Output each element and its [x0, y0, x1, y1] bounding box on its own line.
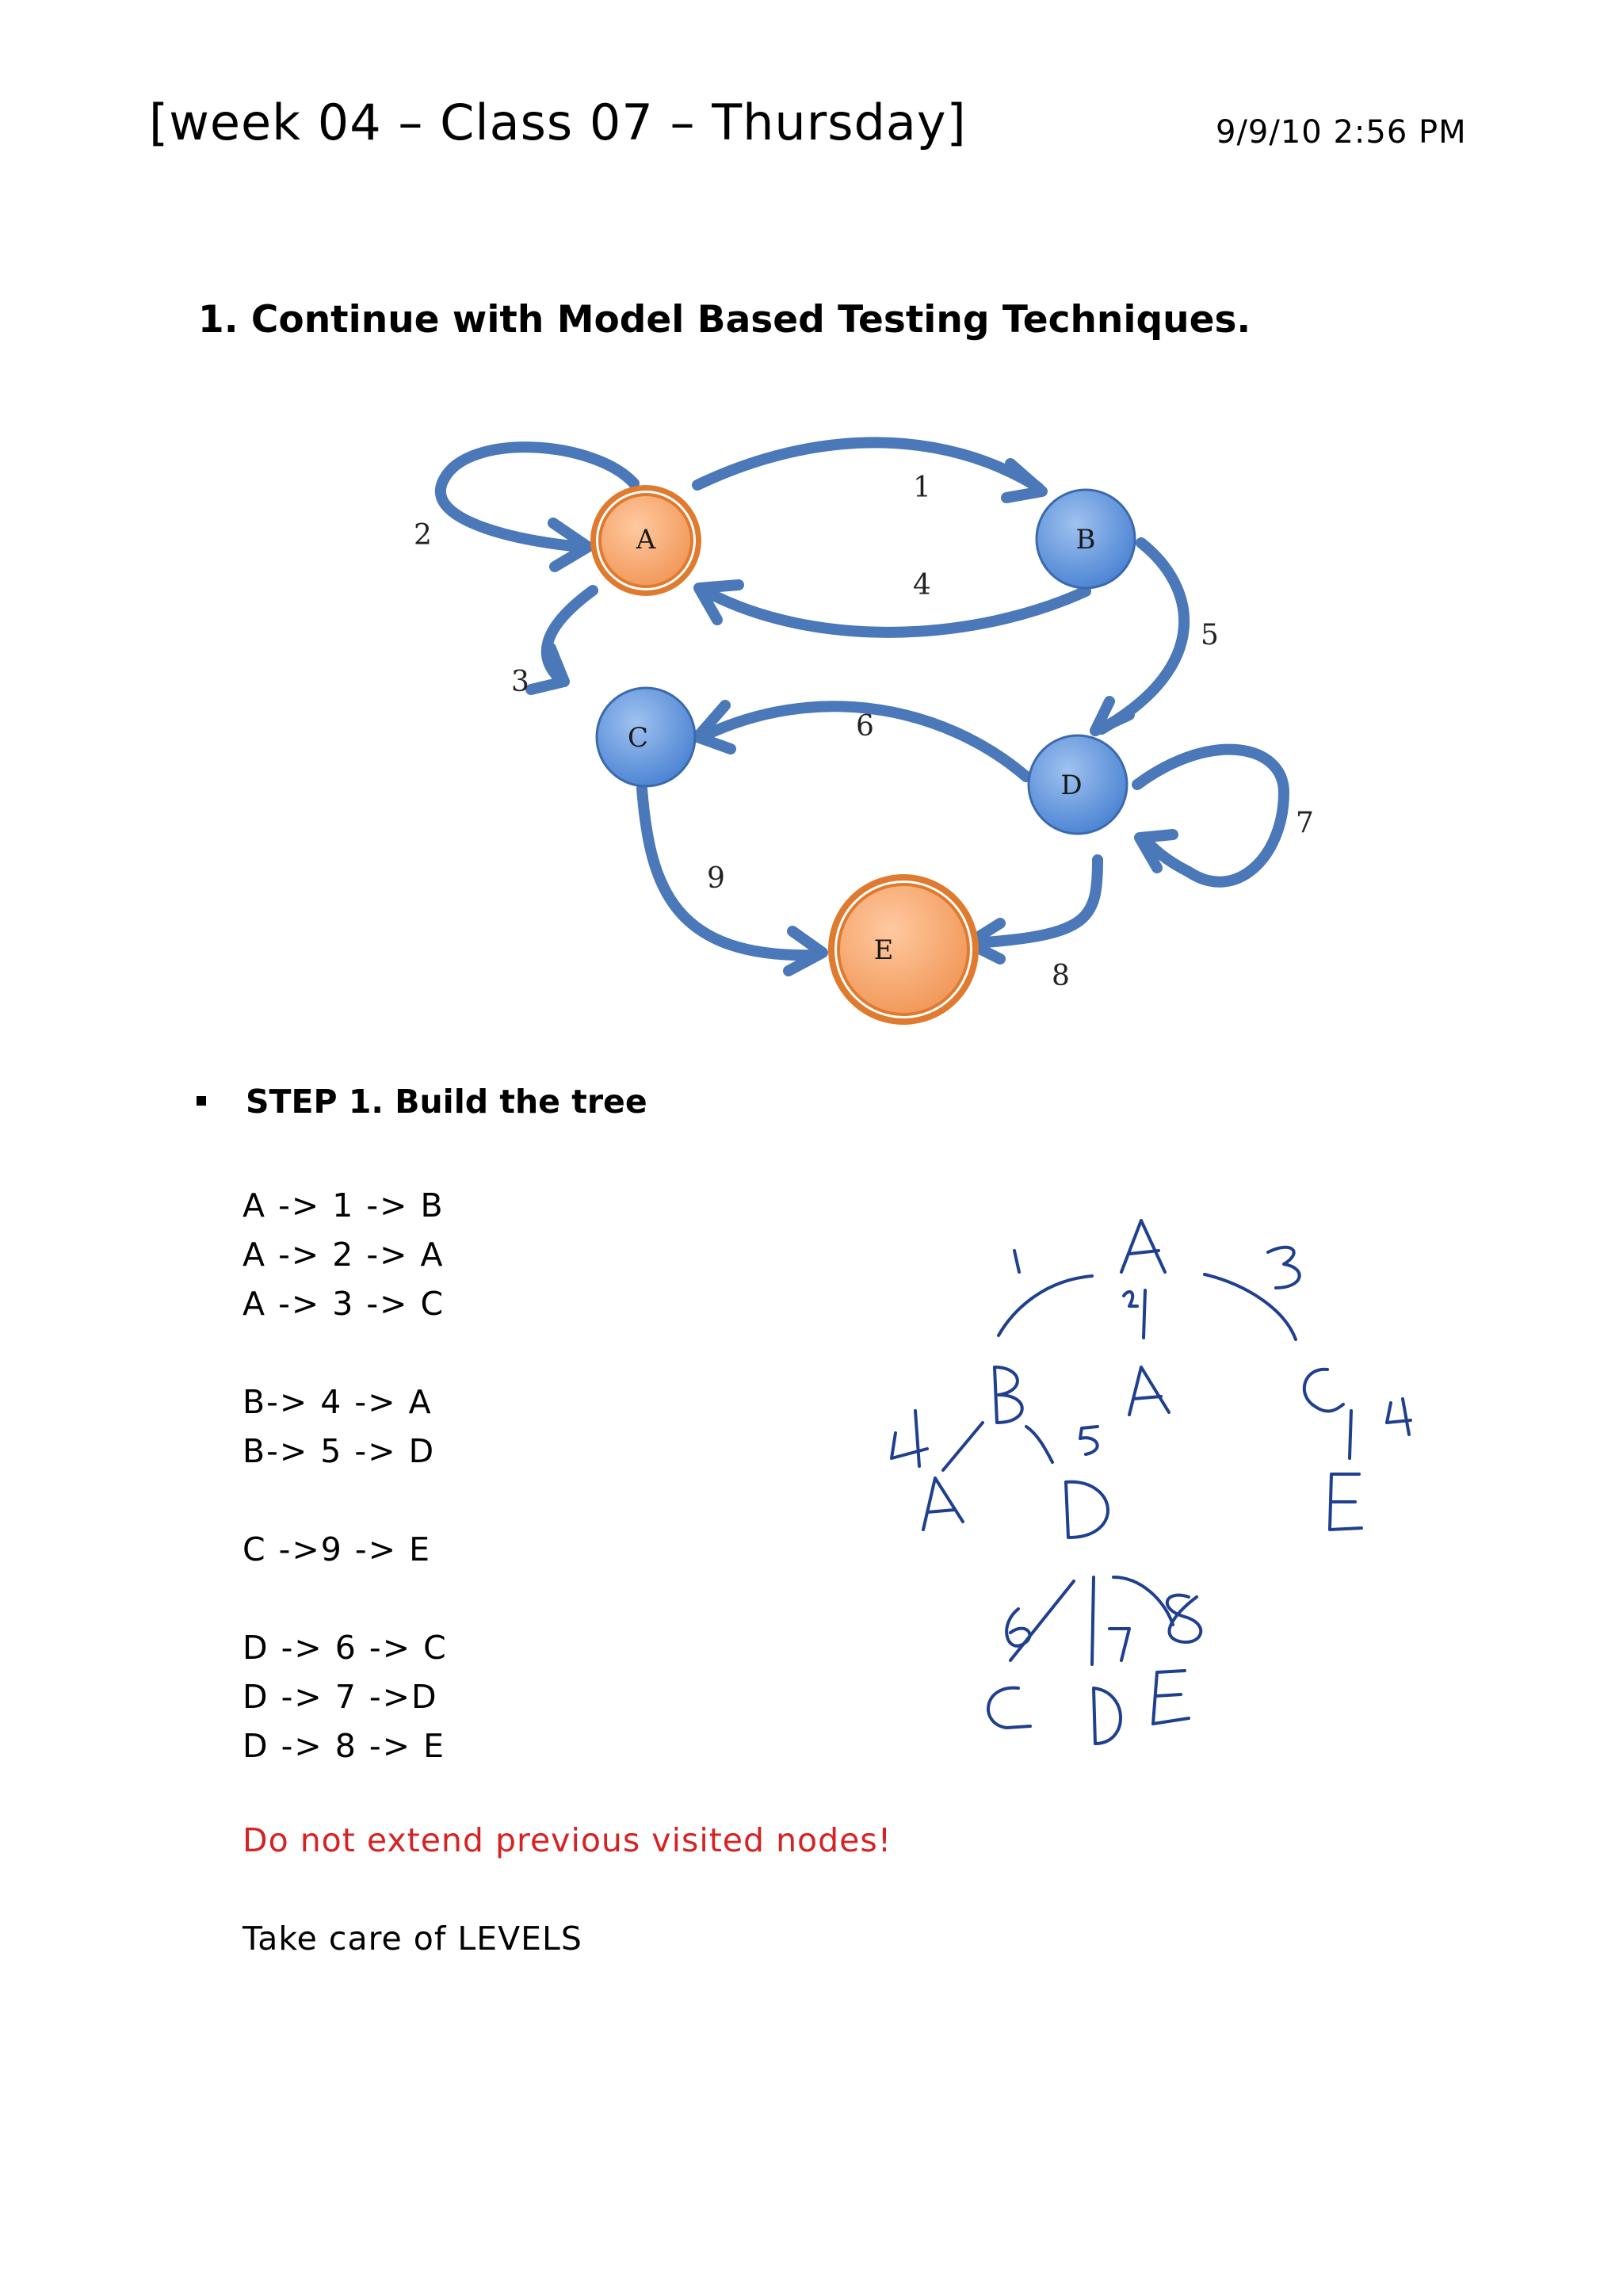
tree-node-A-level2 — [923, 1478, 963, 1530]
edge-label-4: 4 — [913, 569, 931, 602]
transition-item: C ->9 -> E — [242, 1530, 432, 1568]
tree-node-D-level3 — [1094, 1688, 1121, 1744]
svg-text:C: C — [627, 722, 649, 754]
edge-label-7: 7 — [1296, 807, 1314, 839]
edge-label-3: 3 — [511, 666, 529, 698]
tree-edge-3 — [1205, 1274, 1296, 1339]
tree-node-C — [1304, 1370, 1343, 1412]
edge-label-2: 2 — [414, 519, 432, 552]
bullet-marker — [197, 1096, 206, 1106]
transition-item: D -> 7 ->D — [242, 1678, 438, 1716]
tree-node-D — [1066, 1482, 1108, 1538]
tree-edge-8 — [1113, 1577, 1173, 1625]
node-E — [828, 874, 979, 1025]
node-C — [597, 688, 695, 786]
edge-5-arrowhead — [1095, 701, 1129, 731]
transition-item: A -> 1 -> B — [242, 1186, 445, 1224]
tree-edge-4 — [943, 1423, 983, 1470]
edge-label-8: 8 — [1052, 960, 1070, 992]
section-heading: 1. Continue with Model Based Testing Techniques. — [198, 298, 1251, 342]
tree-node-B — [995, 1367, 1022, 1423]
edge-4 — [705, 591, 1086, 632]
state-diagram — [372, 412, 1339, 1046]
step-heading: STEP 1. Build the tree — [246, 1083, 647, 1121]
svg-text:A: A — [636, 524, 656, 556]
list-spacer — [242, 1328, 448, 1377]
transition-item: A -> 3 -> C — [242, 1285, 445, 1323]
edge-1 — [697, 442, 1038, 487]
edge-label-6: 6 — [856, 710, 874, 743]
tree-edge-7 — [1092, 1577, 1094, 1664]
edge-1-arrowhead — [1006, 464, 1042, 498]
svg-text:D: D — [1060, 770, 1083, 801]
tree-node-C-level3 — [988, 1688, 1030, 1728]
edge-label-1: 1 — [913, 472, 931, 504]
tree-node-E-level2 — [1330, 1474, 1361, 1530]
tree-edge-label-3 — [1268, 1247, 1300, 1288]
timestamp: 9/9/10 2:56 PM — [1216, 114, 1467, 151]
transition-item: A -> 2 -> A — [242, 1236, 445, 1274]
tree-edge-label-2 — [1124, 1290, 1145, 1338]
page-title: [week 04 – Class 07 – Thursday] — [149, 94, 967, 151]
handwritten-tree — [872, 1197, 1442, 1767]
svg-text:B: B — [1075, 524, 1096, 556]
list-spacer — [242, 1476, 448, 1525]
note-text: Take care of LEVELS — [242, 1920, 582, 1958]
transition-item: B-> 5 -> D — [242, 1432, 436, 1470]
node-D — [1029, 735, 1127, 834]
edge-label-9: 9 — [707, 862, 725, 895]
transition-list — [242, 1181, 448, 1771]
tree-edge-1 — [999, 1276, 1092, 1335]
tree-edge-label-5 — [1080, 1427, 1098, 1454]
tree-edge-label-4 — [892, 1411, 927, 1466]
transition-item: D -> 8 -> E — [242, 1727, 445, 1765]
transition-item: B-> 4 -> A — [242, 1383, 433, 1421]
tree-edge-label-9 — [1387, 1399, 1411, 1435]
tree-edge-label-7 — [1109, 1629, 1129, 1660]
tree-node-E-level3 — [1153, 1671, 1189, 1724]
tree-edge-9 — [1350, 1411, 1351, 1458]
tree-edge-5 — [1026, 1427, 1052, 1462]
svg-text:E: E — [873, 934, 894, 966]
node-A — [590, 485, 701, 596]
tree-edge-label-1 — [1014, 1251, 1019, 1272]
edge-label-5: 5 — [1201, 619, 1219, 651]
tree-node-A-level1 — [1129, 1367, 1169, 1415]
list-spacer — [242, 1574, 448, 1623]
warning-text: Do not extend previous visited nodes! — [242, 1821, 892, 1859]
tree-edge-6 — [1010, 1581, 1074, 1660]
node-B — [1037, 490, 1135, 588]
tree-edge-label-6 — [1006, 1609, 1029, 1646]
transition-item: D -> 6 -> C — [242, 1629, 448, 1667]
tree-root-A — [1121, 1221, 1165, 1272]
